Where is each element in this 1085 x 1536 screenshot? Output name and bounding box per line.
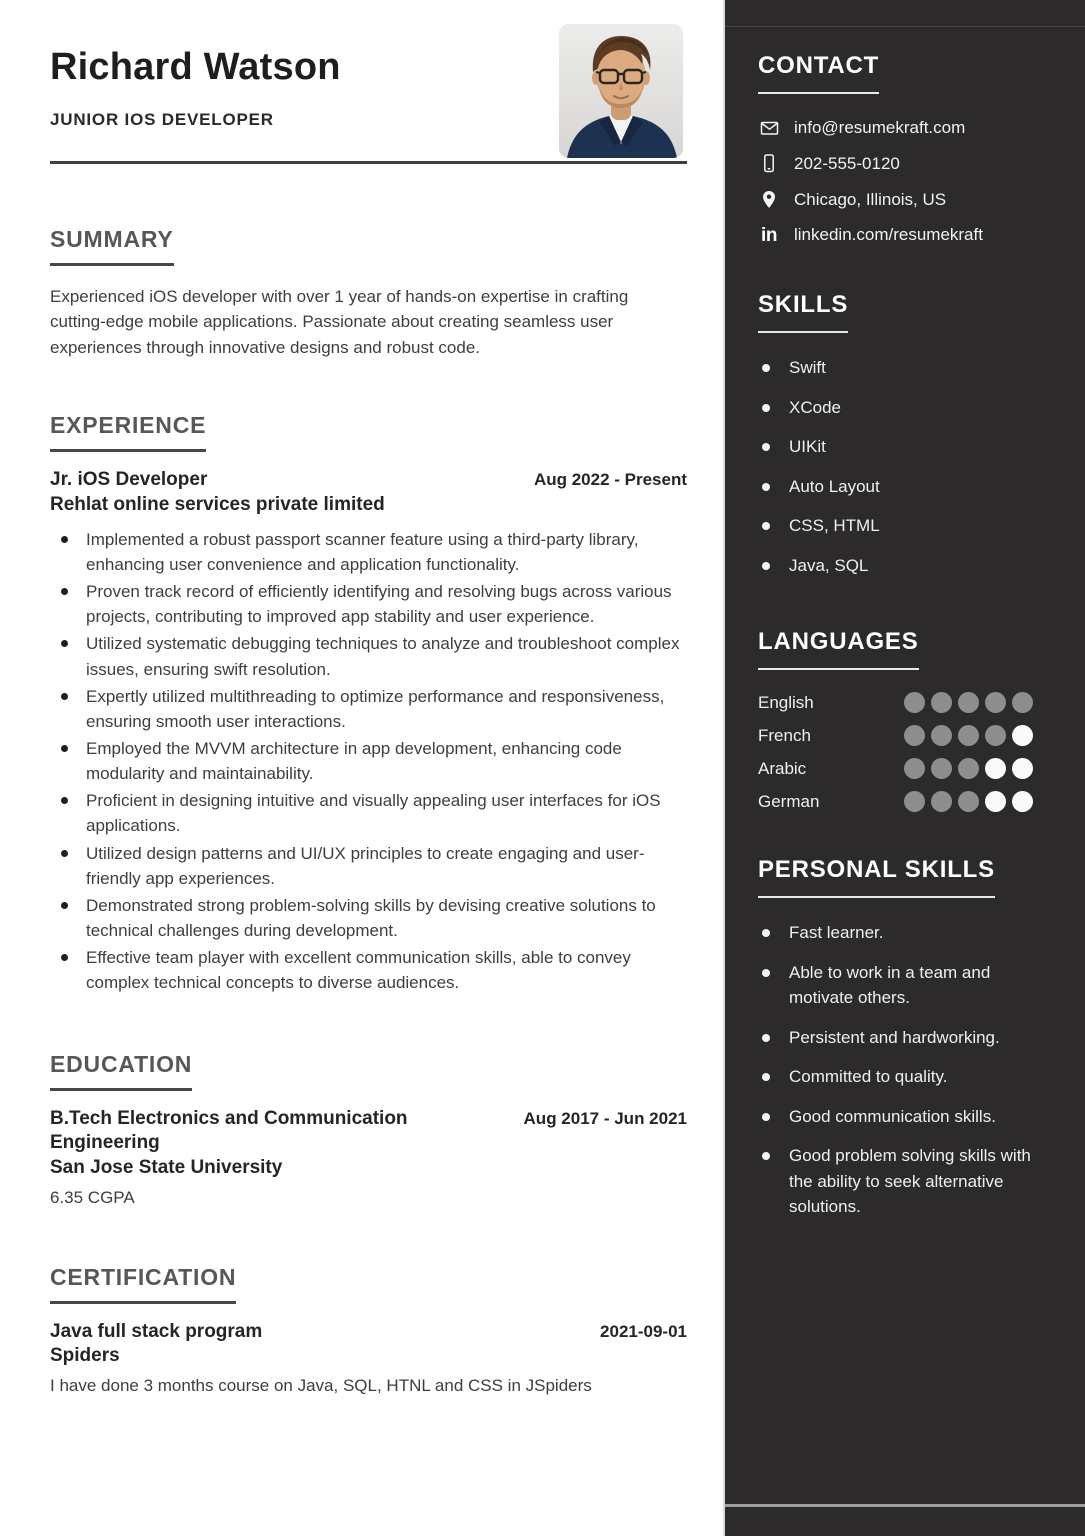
level-dot — [958, 692, 979, 713]
level-dot — [985, 791, 1006, 812]
job-bullet: Utilized design patterns and UI/UX principles to create engaging and user-friendly app experiences. — [50, 841, 687, 891]
education-heading: EDUCATION — [50, 1051, 192, 1091]
skill-item: CSS, HTML — [758, 513, 1055, 539]
language-name: Arabic — [758, 758, 807, 778]
job-bullet: Utilized systematic debugging techniques to analyze and troubleshoot complex issues, ensuring swift resolution. — [50, 631, 687, 681]
level-dot — [931, 725, 952, 746]
skill-item: Auto Layout — [758, 474, 1055, 500]
language-row — [758, 791, 1055, 812]
skill-item: UIKit — [758, 434, 1055, 460]
skill-item: Java, SQL — [758, 553, 1055, 579]
language-name: French — [758, 725, 811, 745]
certification-issuer: Spiders — [50, 1345, 120, 1367]
personal-skills-heading: PERSONAL SKILLS — [758, 856, 995, 898]
languages-heading: LANGUAGES — [758, 628, 919, 670]
level-dot — [1012, 692, 1033, 713]
person-job-title: JUNIOR IOS DEVELOPER — [50, 109, 274, 129]
level-dot — [904, 725, 925, 746]
personal-skill-item: Able to work in a team and motivate others. — [758, 960, 1055, 1011]
summary-heading: SUMMARY — [50, 226, 174, 266]
certification-title: Java full stack program — [50, 1320, 263, 1342]
job-bullet: Expertly utilized multithreading to optimize performance and responsiveness, ensuring smooth user interactions. — [50, 684, 687, 734]
contact-section — [758, 52, 1055, 245]
contact-item-linkedin — [758, 225, 1055, 245]
education-section — [50, 1051, 687, 1208]
level-dot — [958, 791, 979, 812]
personal-skill-item: Fast learner. — [758, 920, 1055, 946]
job-title: Jr. iOS Developer — [50, 469, 208, 491]
sidebar-top-divider — [725, 26, 1085, 27]
skills-section — [758, 291, 1055, 578]
skills-heading: SKILLS — [758, 291, 848, 333]
job-header — [50, 468, 687, 493]
contact-location-text: Chicago, Illinois, US — [794, 189, 947, 209]
location-icon — [758, 189, 780, 210]
summary-text: Experienced iOS developer with over 1 year of hands-on expertise in crafting cutting-edge mobile applications. Passionate about creating seamless user experiences through innovative designs and robust code. — [50, 286, 629, 357]
job-dates: Aug 2022 - Present — [533, 470, 687, 490]
phone-icon — [758, 153, 780, 174]
level-dot — [958, 725, 979, 746]
level-dot — [958, 758, 979, 779]
contact-heading: CONTACT — [758, 52, 879, 94]
experience-heading: EXPERIENCE — [50, 412, 206, 452]
personal-skill-item: Good problem solving skills with the ability to seek alternative solutions. — [758, 1143, 1055, 1220]
personal-skill-item: Good communication skills. — [758, 1104, 1055, 1130]
sidebar-page-break-line — [725, 1504, 1085, 1507]
certification-heading: CERTIFICATION — [50, 1264, 236, 1304]
experience-section — [50, 412, 687, 995]
level-dot — [931, 692, 952, 713]
contact-email-text: info@resumekraft.com — [794, 118, 966, 137]
language-row — [758, 758, 1055, 779]
sidebar — [725, 0, 1085, 1536]
email-icon — [758, 118, 780, 138]
language-name: German — [758, 791, 820, 811]
personal-skill-item: Committed to quality. — [758, 1064, 1055, 1090]
level-dot — [1012, 758, 1033, 779]
job-bullet: Demonstrated strong problem-solving skills by devising creative solutions to technical challenges during development. — [50, 893, 687, 943]
job-bullet-list — [50, 527, 687, 996]
certification-description: I have done 3 months course on Java, SQL, HTNL and CSS in JSpiders — [50, 1376, 592, 1396]
education-degree: B.Tech Electronics and Communication Engineering — [50, 1107, 408, 1154]
profile-photo-image — [559, 24, 683, 158]
certification-date: 2021-09-01 — [600, 1321, 687, 1341]
language-level-dots — [904, 692, 1033, 713]
education-gpa: 6.35 CGPA — [50, 1187, 135, 1207]
language-level-dots — [904, 725, 1033, 746]
language-level-dots — [904, 758, 1033, 779]
contact-phone-text: 202-555-0120 — [794, 153, 900, 173]
personal-skills-list — [758, 920, 1055, 1220]
language-row — [758, 692, 1055, 713]
education-school: San Jose State University — [50, 1156, 283, 1178]
languages-list — [758, 692, 1055, 812]
language-row — [758, 725, 1055, 746]
language-level-dots — [904, 791, 1033, 812]
certification-section — [50, 1264, 687, 1396]
level-dot — [931, 758, 952, 779]
summary-section — [50, 226, 687, 361]
resume-header — [50, 48, 687, 164]
level-dot — [904, 692, 925, 713]
level-dot — [904, 791, 925, 812]
language-name: English — [758, 692, 814, 712]
contact-list — [758, 118, 1055, 245]
skills-list — [758, 355, 1055, 578]
languages-section — [758, 628, 1055, 812]
contact-item-phone — [758, 153, 1055, 174]
education-dates: Aug 2017 - Jun 2021 — [523, 1108, 687, 1128]
job-company: Rehlat online services private limited — [50, 494, 385, 516]
profile-photo — [559, 24, 683, 158]
education-header — [50, 1107, 687, 1156]
level-dot — [985, 758, 1006, 779]
level-dot — [931, 791, 952, 812]
linkedin-icon: in — [761, 224, 777, 246]
skill-item: Swift — [758, 355, 1055, 381]
job-bullet: Proven track record of efficiently identifying and resolving bugs across various projects, contributing to improved app stability and user experience. — [50, 579, 687, 629]
certification-header — [50, 1320, 687, 1345]
level-dot — [1012, 791, 1033, 812]
contact-linkedin-text: linkedin.com/resumekraft — [794, 225, 983, 244]
skill-item: XCode — [758, 395, 1055, 421]
level-dot — [1012, 725, 1033, 746]
job-bullet: Proficient in designing intuitive and visually appealing user interfaces for iOS applications. — [50, 788, 687, 838]
personal-skill-item: Persistent and hardworking. — [758, 1025, 1055, 1051]
contact-item-location — [758, 189, 1055, 210]
personal-skills-section — [758, 856, 1055, 1220]
job-bullet: Employed the MVVM architecture in app development, enhancing code modularity and maintainability. — [50, 736, 687, 786]
person-name: Richard Watson — [50, 46, 341, 88]
contact-item-email — [758, 118, 1055, 138]
level-dot — [985, 692, 1006, 713]
level-dot — [904, 758, 925, 779]
job-bullet: Implemented a robust passport scanner feature using a third-party library, enhancing user convenience and application functionality. — [50, 527, 687, 577]
header-divider — [50, 161, 687, 164]
job-bullet: Effective team player with excellent communication skills, able to convey complex technical concepts to diverse audiences. — [50, 945, 687, 995]
level-dot — [985, 725, 1006, 746]
